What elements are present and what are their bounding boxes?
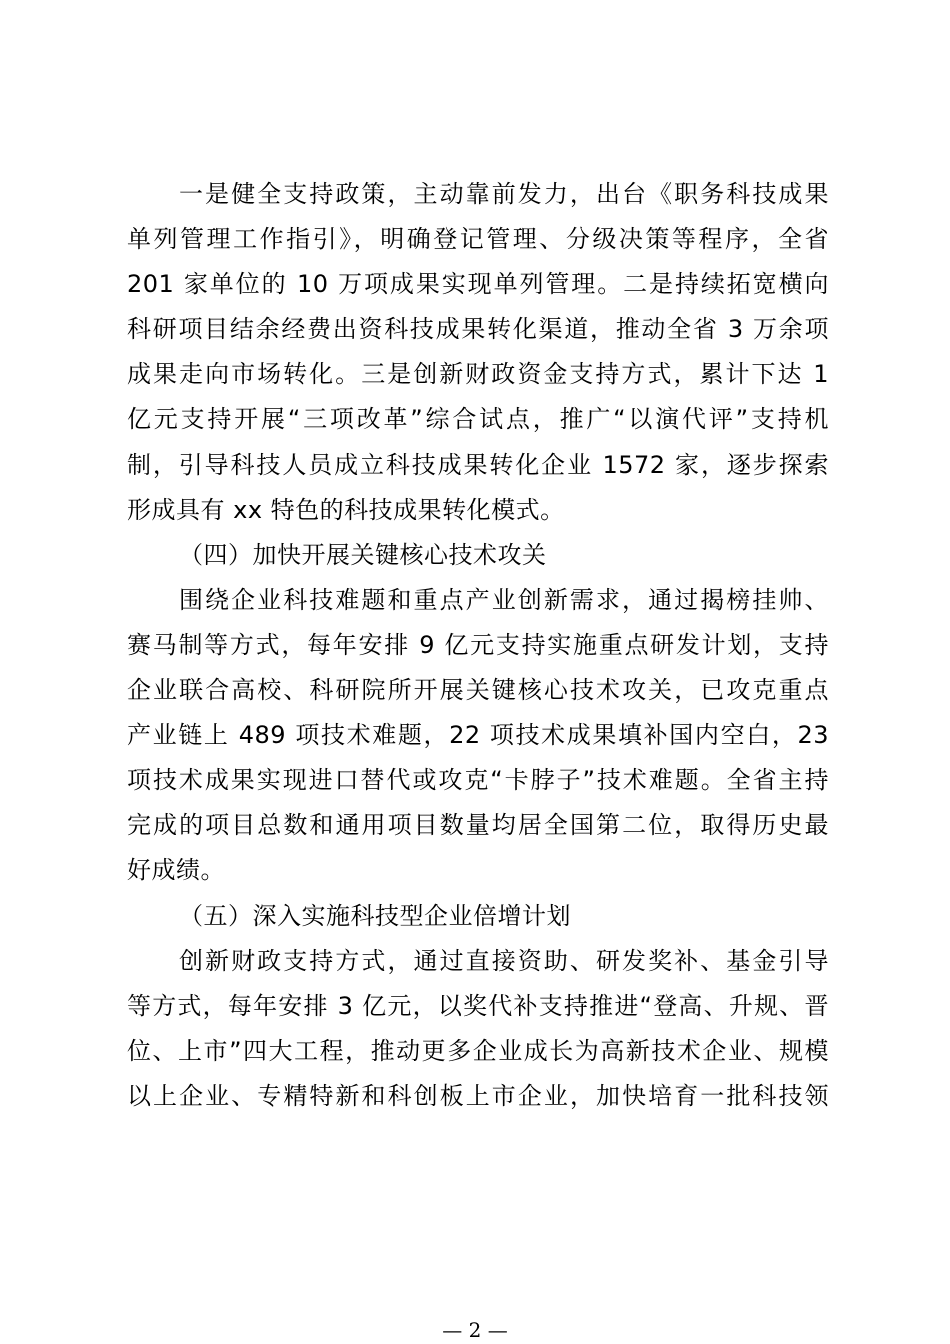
text-line: 围绕企业科技难题和重点产业创新需求，通过揭榜挂帅、 bbox=[179, 585, 829, 614]
text-line: 以上企业、专精特新和科创板上市企业，加快培育一批科技领 bbox=[127, 1081, 829, 1110]
text-line: 201 家单位的 10 万项成果实现单列管理。二是持续拓宽横向 bbox=[127, 270, 829, 299]
text-line: 科研项目结余经费出资科技成果转化渠道，推动全省 3 万余项 bbox=[127, 315, 829, 344]
text-line: 好成绩。 bbox=[127, 856, 225, 885]
text-line: 创新财政支持方式，通过直接资助、研发奖补、基金引导 bbox=[179, 946, 829, 975]
text-line: 亿元支持开展“三项改革”综合试点，推广“以演代评”支持机 bbox=[127, 405, 829, 434]
body-text bbox=[127, 172, 829, 1119]
paragraph-3 bbox=[127, 939, 829, 1119]
section-heading-4 bbox=[127, 533, 829, 578]
heading-text: （五）深入实施科技型企业倍增计划 bbox=[179, 901, 571, 930]
text-line: 企业联合高校、科研院所开展关键核心技术攻关，已攻克重点 bbox=[127, 676, 829, 705]
text-line: 单列管理工作指引》，明确登记管理、分级决策等程序，全省 bbox=[127, 225, 829, 254]
text-line: 一是健全支持政策，主动靠前发力，出台《职务科技成果 bbox=[179, 180, 829, 208]
page-number: — 2 — bbox=[442, 1318, 508, 1342]
heading-text: （四）加快开展关键核心技术攻关 bbox=[179, 540, 547, 569]
paragraph-1 bbox=[127, 172, 829, 533]
text-line: 位、上市”四大工程，推动更多企业成长为高新技术企业、规模 bbox=[127, 1036, 829, 1065]
text-line: 完成的项目总数和通用项目数量均居全国第二位，取得历史最 bbox=[127, 811, 829, 840]
text-line: 产业链上 489 项技术难题，22 项技术成果填补国内空白，23 bbox=[127, 721, 829, 750]
text-line: 形成具有 xx 特色的科技成果转化模式。 bbox=[127, 495, 565, 524]
text-line: 制，引导科技人员成立科技成果转化企业 1572 家，逐步探索 bbox=[127, 450, 829, 479]
text-line: 等方式，每年安排 3 亿元，以奖代补支持推进“登高、升规、晋 bbox=[127, 991, 829, 1020]
text-line: 项技术成果实现进口替代或攻克“卡脖子”技术难题。全省主持 bbox=[127, 766, 829, 795]
text-line: 赛马制等方式，每年安排 9 亿元支持实施重点研发计划，支持 bbox=[127, 630, 829, 659]
text-line: 成果走向市场转化。三是创新财政资金支持方式，累计下达 1 bbox=[127, 360, 829, 389]
paragraph-2 bbox=[127, 578, 829, 894]
section-heading-5 bbox=[127, 894, 829, 939]
